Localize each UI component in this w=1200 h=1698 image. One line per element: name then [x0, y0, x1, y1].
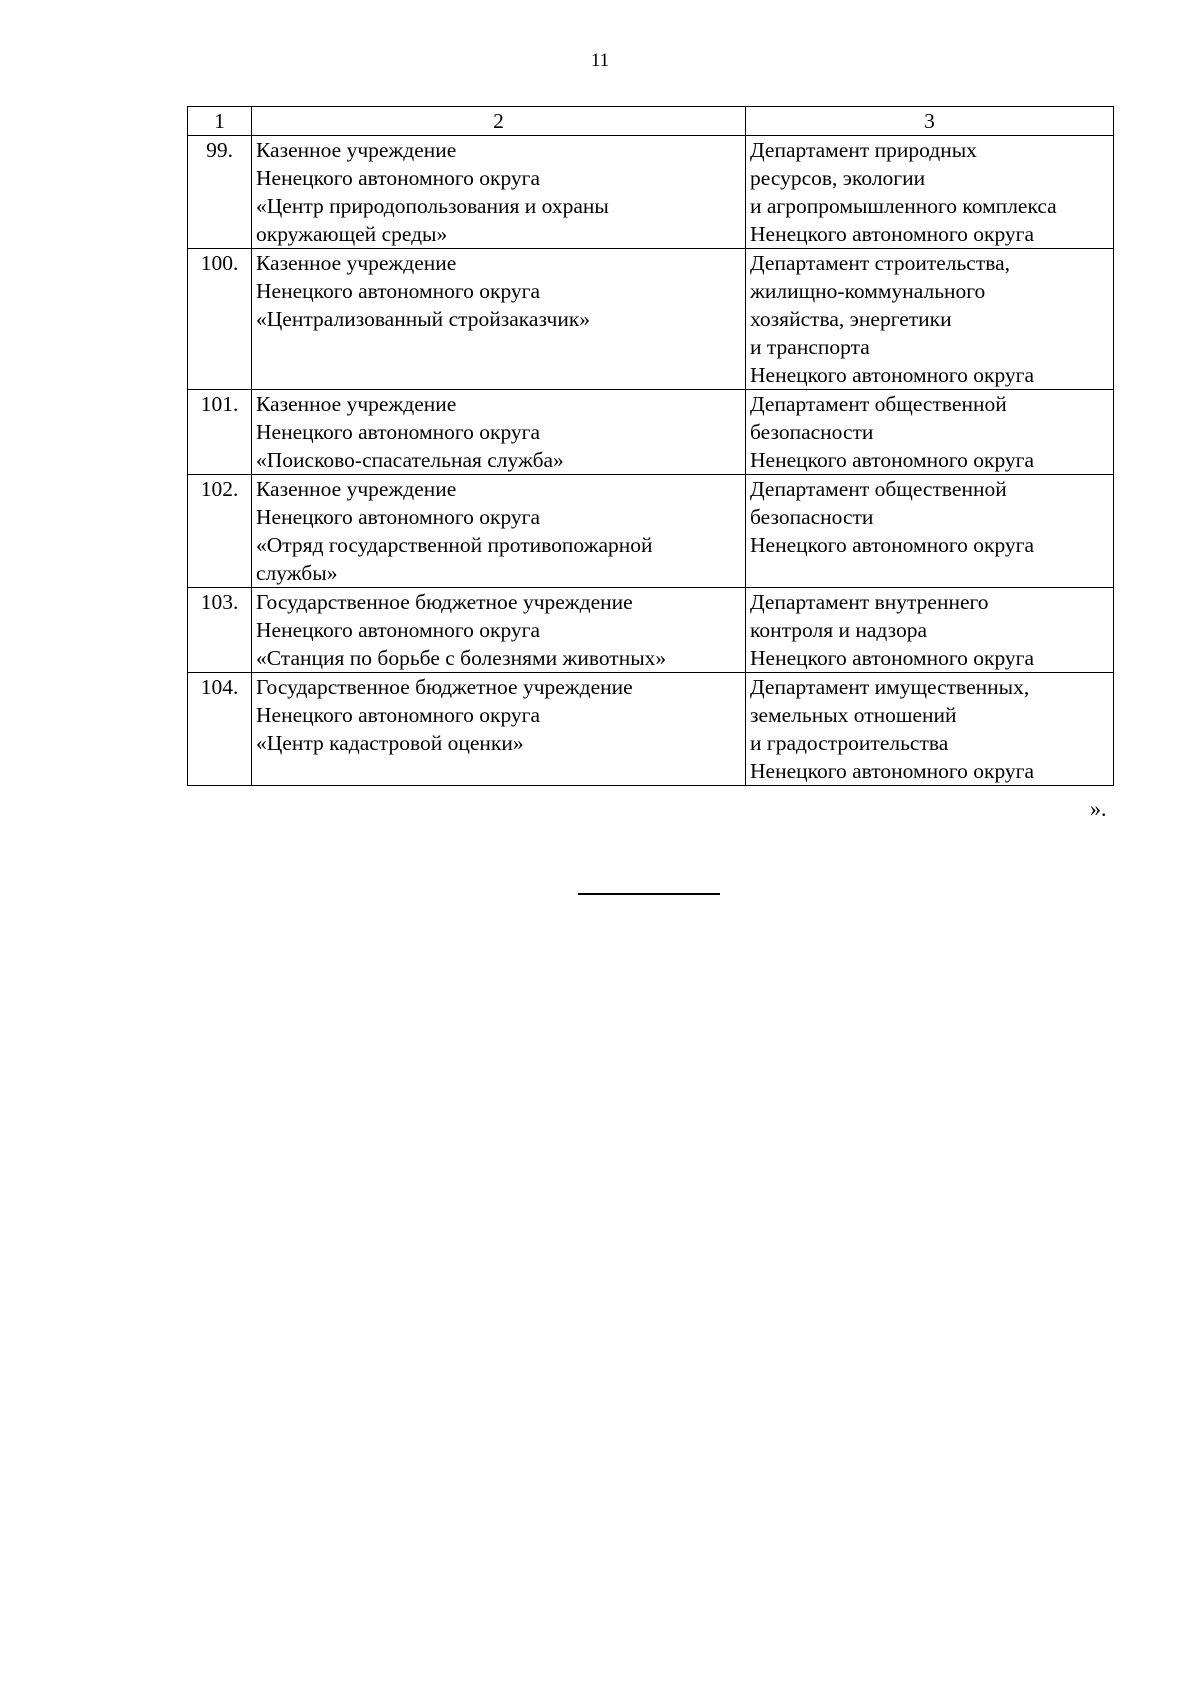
table-row — [188, 136, 1114, 249]
department-line: земельных отношений — [750, 703, 957, 727]
institution-line: окружающей среды» — [256, 222, 448, 246]
row-number: 102. — [188, 475, 252, 588]
institution-cell — [252, 475, 746, 588]
department-line: Департамент внутреннего — [750, 590, 989, 614]
page-number: 11 — [590, 50, 610, 71]
institutions-table — [187, 106, 1114, 786]
department-line: контроля и надзора — [750, 618, 928, 642]
column-header-institution: 2 — [252, 107, 746, 136]
department-line: безопасности — [750, 505, 874, 529]
institution-line: «Центр кадастровой оценки» — [256, 731, 524, 755]
row-number: 99. — [188, 136, 252, 249]
department-line: Департамент имущественных, — [750, 675, 1030, 699]
institution-line: Казенное учреждение — [256, 138, 457, 162]
institution-cell — [252, 673, 746, 786]
institution-cell — [252, 136, 746, 249]
department-line: Департамент строительства, — [750, 251, 1011, 275]
institution-line: Ненецкого автономного округа — [256, 166, 541, 190]
institution-cell — [252, 588, 746, 673]
institution-line: Ненецкого автономного округа — [256, 505, 541, 529]
institution-cell — [252, 390, 746, 475]
department-cell — [746, 475, 1114, 588]
department-line: и агропромышленного комплекса — [750, 194, 1057, 218]
end-rule-divider — [578, 893, 720, 895]
department-line: Департамент общественной — [750, 477, 1007, 501]
institution-line: Ненецкого автономного округа — [256, 420, 541, 444]
institution-line: Государственное бюджетное учреждение — [256, 675, 633, 699]
institution-line: Казенное учреждение — [256, 392, 457, 416]
institution-line: службы» — [256, 561, 338, 585]
institution-line: Казенное учреждение — [256, 251, 457, 275]
department-line: Ненецкого автономного округа — [750, 759, 1035, 783]
column-header-number: 1 — [188, 107, 252, 136]
row-number: 100. — [188, 249, 252, 390]
table-row — [188, 390, 1114, 475]
department-cell — [746, 390, 1114, 475]
table-row — [188, 673, 1114, 786]
header-row — [188, 107, 1114, 136]
institution-line: Казенное учреждение — [256, 477, 457, 501]
institution-cell — [252, 249, 746, 390]
institution-line: Государственное бюджетное учреждение — [256, 590, 633, 614]
department-line: безопасности — [750, 420, 874, 444]
table-row — [188, 249, 1114, 390]
institution-line: «Поисково-спасательная служба» — [256, 448, 564, 472]
department-line: Ненецкого автономного округа — [750, 222, 1035, 246]
department-cell — [746, 136, 1114, 249]
department-cell — [746, 673, 1114, 786]
row-number: 104. — [188, 673, 252, 786]
table-body — [188, 136, 1114, 786]
department-line: хозяйства, энергетики — [750, 307, 952, 331]
table-header — [188, 107, 1114, 136]
department-cell — [746, 588, 1114, 673]
institution-line: Ненецкого автономного округа — [256, 618, 541, 642]
row-number: 103. — [188, 588, 252, 673]
department-line: Ненецкого автономного округа — [750, 646, 1035, 670]
department-line: Департамент общественной — [750, 392, 1007, 416]
column-header-department: 3 — [746, 107, 1114, 136]
department-line: Ненецкого автономного округа — [750, 363, 1035, 387]
institution-line: Ненецкого автономного округа — [256, 703, 541, 727]
row-number: 101. — [188, 390, 252, 475]
institution-line: «Отряд государственной противопожарной — [256, 533, 653, 557]
table-row — [188, 475, 1114, 588]
department-line: жилищно-коммунального — [750, 279, 986, 303]
department-cell — [746, 249, 1114, 390]
department-line: и градостроительства — [750, 731, 949, 755]
institution-line: Ненецкого автономного округа — [256, 279, 541, 303]
institution-line: «Центр природопользования и охраны — [256, 194, 609, 218]
department-line: Департамент природных — [750, 138, 977, 162]
department-line: Ненецкого автономного округа — [750, 533, 1035, 557]
institution-line: «Централизованный стройзаказчик» — [256, 307, 591, 331]
department-line: и транспорта — [750, 335, 870, 359]
department-line: ресурсов, экологии — [750, 166, 926, 190]
institution-line: «Станция по борьбе с болезнями животных» — [256, 646, 667, 670]
department-line: Ненецкого автономного округа — [750, 448, 1035, 472]
table-row — [188, 588, 1114, 673]
closing-quote: ». — [1090, 796, 1107, 821]
